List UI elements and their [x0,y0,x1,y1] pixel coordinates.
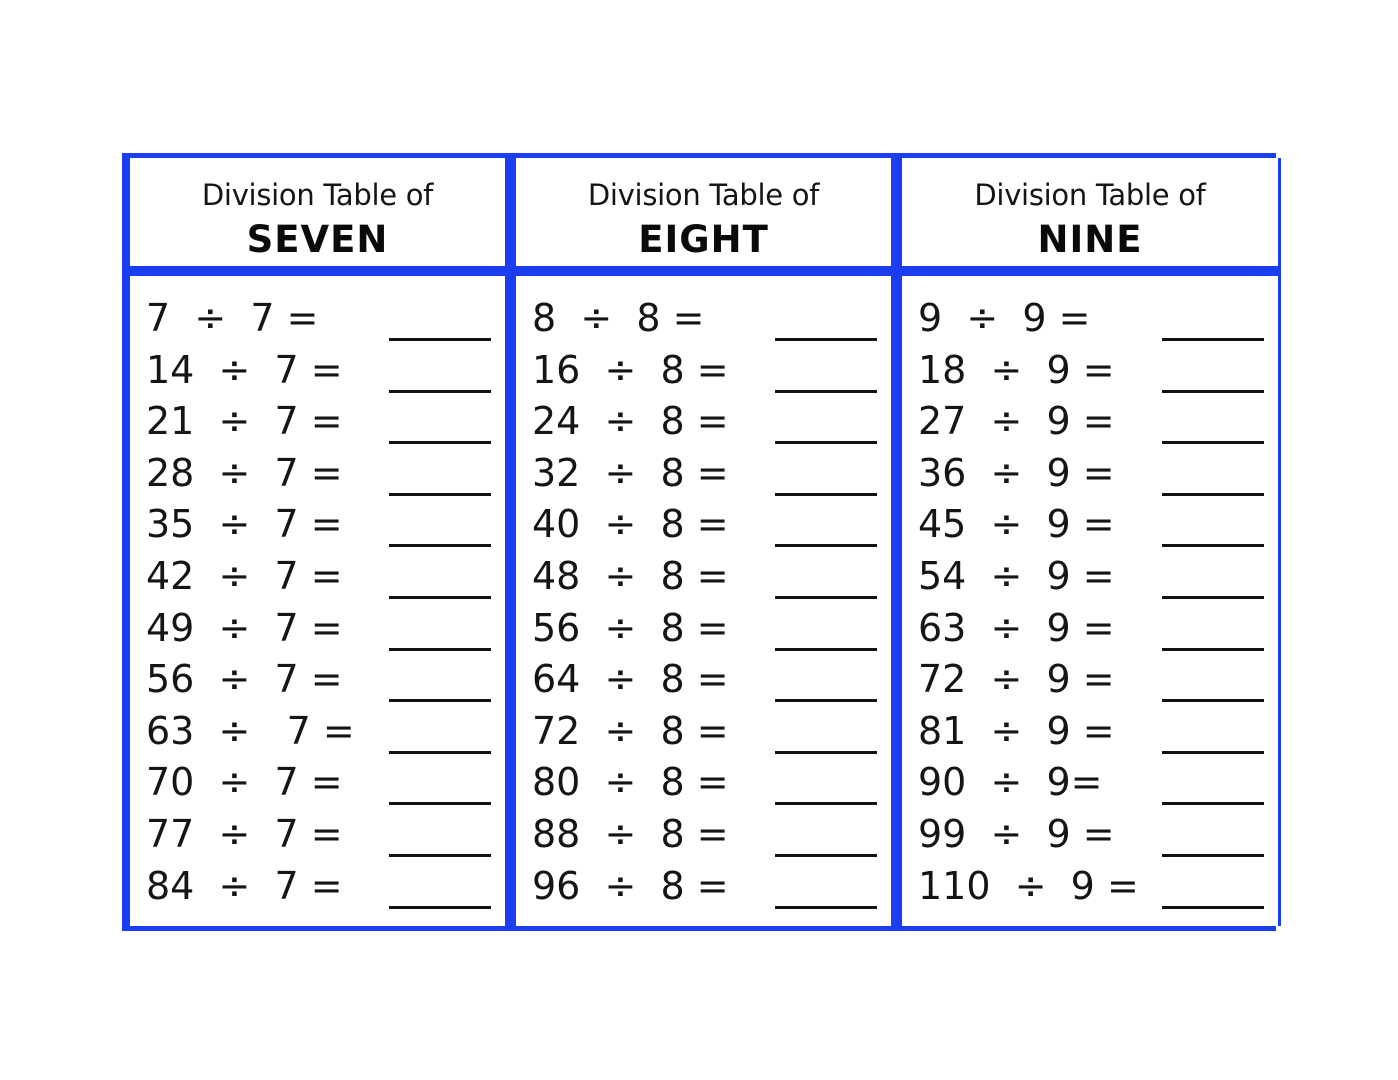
equation-text: 64 ÷ 8 = [532,657,729,702]
answer-blank [775,751,877,754]
answer-blank [389,751,491,754]
equation-row [130,860,505,912]
equation-row [130,498,505,550]
equation-row [516,860,891,912]
equation-text: 24 ÷ 8 = [532,399,729,444]
column-title: NINE [1037,218,1143,261]
column-title: EIGHT [638,218,769,261]
answer-blank [775,906,877,909]
column-header [127,158,508,266]
answer-blank [775,338,877,341]
answer-blank [775,648,877,651]
equation-row [130,344,505,396]
answer-blank [389,441,491,444]
answer-blank [775,441,877,444]
equation-row [516,550,891,602]
equation-text: 48 ÷ 8 = [532,553,729,598]
equation-text: 18 ÷ 9 = [918,347,1115,392]
equation-row [902,808,1278,860]
answer-blank [775,544,877,547]
answer-blank [1162,854,1264,857]
answer-blank [389,699,491,702]
answer-blank [1162,544,1264,547]
answer-blank [389,338,491,341]
equation-row [516,756,891,808]
column-eight [513,158,894,926]
equation-text: 96 ÷ 8 = [532,863,729,908]
answer-blank [1162,338,1264,341]
equation-text: 81 ÷ 9 = [918,708,1115,753]
equation-text: 28 ÷ 7 = [146,450,343,495]
answer-blank [389,596,491,599]
equation-text: 9 ÷ 9 = [918,296,1091,340]
column-subtitle: Division Table of [974,178,1206,212]
equation-text: 49 ÷ 7 = [146,605,343,650]
divider [513,266,894,276]
equation-text: 84 ÷ 7 = [146,863,343,908]
answer-blank [389,906,491,909]
equation-row [130,395,505,447]
equation-row [516,602,891,654]
equation-row [902,550,1278,602]
answer-blank [1162,699,1264,702]
equation-text: 40 ÷ 8 = [532,502,729,547]
equation-text: 8 ÷ 8 = [532,296,705,340]
answer-blank [389,390,491,393]
equation-text: 21 ÷ 7 = [146,399,343,444]
equation-text: 32 ÷ 8 = [532,450,729,495]
column-title: SEVEN [246,218,389,261]
answer-blank [775,493,877,496]
equation-row [902,860,1278,912]
equation-row [902,498,1278,550]
equation-text: 80 ÷ 8 = [532,760,729,805]
equation-row [516,344,891,396]
answer-blank [775,699,877,702]
equation-row [902,756,1278,808]
equation-row [902,705,1278,757]
equation-text: 56 ÷ 8 = [532,605,729,650]
answer-blank [389,648,491,651]
equation-text: 16 ÷ 8 = [532,347,729,392]
answer-blank [1162,596,1264,599]
column-subtitle: Division Table of [587,178,820,212]
equation-list [899,276,1281,926]
answer-blank [389,802,491,805]
equation-row [516,395,891,447]
equation-row [902,344,1278,396]
divider [899,266,1281,276]
equation-row [130,602,505,654]
column-header [513,158,894,266]
equation-row [516,447,891,499]
division-worksheet [122,153,1276,931]
equation-text: 36 ÷ 9 = [918,450,1115,495]
equation-row [130,756,505,808]
equation-row [902,602,1278,654]
answer-blank [775,596,877,599]
column-seven [127,158,508,926]
equation-text: 56 ÷ 7 = [146,657,343,702]
equation-text: 90 ÷ 9= [918,760,1103,805]
column-nine [899,158,1281,926]
divider [127,266,508,276]
equation-text: 72 ÷ 9 = [918,657,1115,702]
answer-blank [1162,751,1264,754]
equation-row [516,498,891,550]
equation-text: 63 ÷ 7 = [146,708,355,753]
answer-blank [775,854,877,857]
equation-row [902,292,1278,344]
column-subtitle: Division Table of [201,178,434,212]
equation-text: 88 ÷ 8 = [532,811,729,856]
equation-text: 42 ÷ 7 = [146,553,343,598]
equation-row [516,653,891,705]
equation-row [516,292,891,344]
equation-text: 99 ÷ 9 = [918,811,1115,856]
equation-text: 72 ÷ 8 = [532,708,729,753]
equation-text: 63 ÷ 9 = [918,605,1115,650]
equation-text: 35 ÷ 7 = [146,502,343,547]
answer-blank [389,493,491,496]
equation-text: 27 ÷ 9 = [918,399,1115,444]
equation-row [902,653,1278,705]
equation-row [516,705,891,757]
equation-row [130,447,505,499]
equation-row [130,705,505,757]
column-header [899,158,1281,266]
answer-blank [1162,441,1264,444]
equation-row [902,447,1278,499]
answer-blank [775,802,877,805]
equation-row [902,395,1278,447]
answer-blank [1162,802,1264,805]
answer-blank [389,544,491,547]
answer-blank [775,390,877,393]
equation-text: 14 ÷ 7 = [146,347,343,392]
answer-blank [1162,390,1264,393]
equation-text: 45 ÷ 9 = [918,502,1115,547]
equation-text: 110 ÷ 9 = [918,863,1139,908]
answer-blank [389,854,491,857]
equation-row [516,808,891,860]
equation-text: 54 ÷ 9 = [918,553,1115,598]
equation-text: 70 ÷ 7 = [146,760,343,805]
equation-list [127,276,508,926]
equation-list [513,276,894,926]
equation-row [130,653,505,705]
answer-blank [1162,648,1264,651]
equation-row [130,808,505,860]
equation-text: 77 ÷ 7 = [146,811,343,856]
answer-blank [1162,493,1264,496]
answer-blank [1162,906,1264,909]
equation-text: 7 ÷ 7 = [146,296,319,340]
equation-row [130,550,505,602]
equation-row [130,292,505,344]
